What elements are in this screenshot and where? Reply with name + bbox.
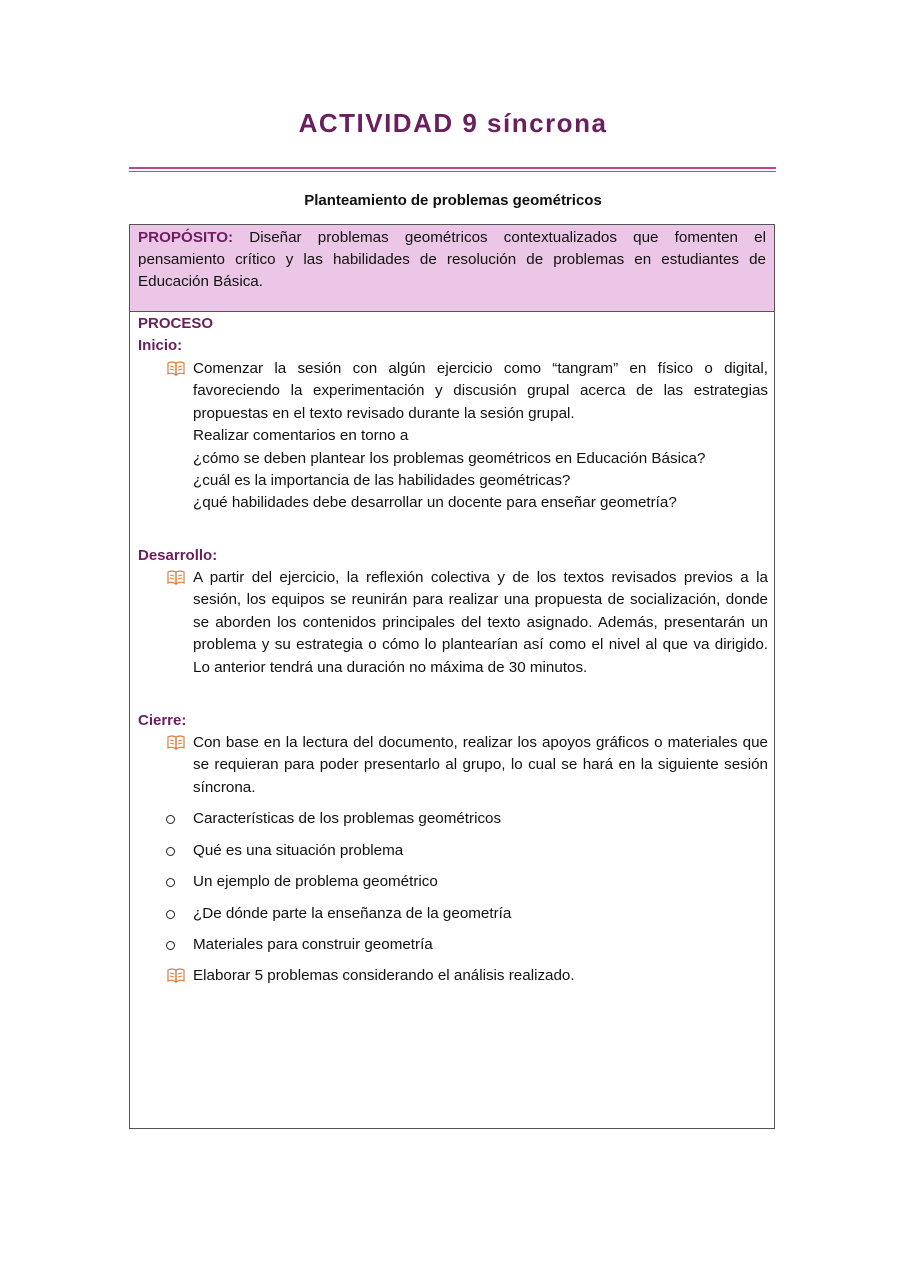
cierre-subitem: Un ejemplo de problema geométrico <box>193 873 438 890</box>
activity-table <box>129 224 775 1129</box>
cierre-paragraph: Con base en la lectura del documento, realizar los apoyos gráficos o materiales que se requieran para poder presentarlo al grupo, lo cual se hará en la siguiente sesión síncrona. <box>193 734 768 796</box>
cierre-subitem: Características de los problemas geométricos <box>193 810 502 827</box>
purpose-label: PROPÓSITO: <box>138 229 234 246</box>
inicio-question: ¿cuál es la importancia de las habilidades geométricas? <box>193 472 571 490</box>
book-bullet-icon <box>166 967 186 983</box>
desarrollo-paragraph: A partir del ejercicio, la reflexión colectiva y de los textos revisados previos a la sesión, los equipos se reunirán para realizar una propuesta de socialización, donde se aborden los contenidos principales del texto asignado. Además, presentarán un problema y su estrategia o cómo lo plantearían así como el nivel al que va dirigido. Lo anterior tendrá una duración no máxima de 30 minutos. <box>193 569 768 676</box>
activity-subtitle: Planteamiento de problemas geométricos <box>304 192 602 209</box>
inicio-question: ¿qué habilidades debe desarrollar un docente para enseñar geometría? <box>193 494 677 512</box>
title-rule-thin <box>129 171 776 172</box>
book-bullet-icon <box>166 734 186 750</box>
inicio-item <box>193 358 768 515</box>
circle-bullet-icon <box>166 847 175 856</box>
cierre-final-item: Elaborar 5 problemas considerando el análisis realizado. <box>193 967 575 984</box>
inicio-question: ¿cómo se deben plantear los problemas geométricos en Educación Básica? <box>193 449 706 467</box>
inicio-label: Inicio: <box>138 337 183 354</box>
cierre-subitem: ¿De dónde parte la enseñanza de la geometría <box>193 905 512 922</box>
purpose-text: Diseñar problemas geométricos contextualizados que fomenten el pensamiento crítico y las habilidades de resolución de problemas en estudiantes de Educación Básica. <box>138 229 766 290</box>
page-title: ACTIVIDAD 9 síncrona <box>298 108 608 138</box>
purpose-section <box>130 225 774 312</box>
book-bullet-icon <box>166 569 186 585</box>
book-bullet-icon <box>166 360 186 376</box>
cierre-label: Cierre: <box>138 712 187 729</box>
title-rule <box>129 167 776 169</box>
circle-bullet-icon <box>166 941 175 950</box>
cierre-subitem: Materiales para construir geometría <box>193 936 433 953</box>
inicio-line: Realizar comentarios en torno a <box>193 427 409 445</box>
circle-bullet-icon <box>166 878 175 887</box>
cierre-subitem: Qué es una situación problema <box>193 842 404 859</box>
desarrollo-label: Desarrollo: <box>138 547 218 564</box>
proceso-label: PROCESO <box>138 315 214 332</box>
circle-bullet-icon <box>166 815 175 824</box>
inicio-paragraph: Comenzar la sesión con algún ejercicio como “tangram” en físico o digital, favoreciendo la experimentación y discusión grupal acerca de las estrategias propuestas en el texto revisado durante la sesión grupal. <box>193 360 768 422</box>
circle-bullet-icon <box>166 910 175 919</box>
